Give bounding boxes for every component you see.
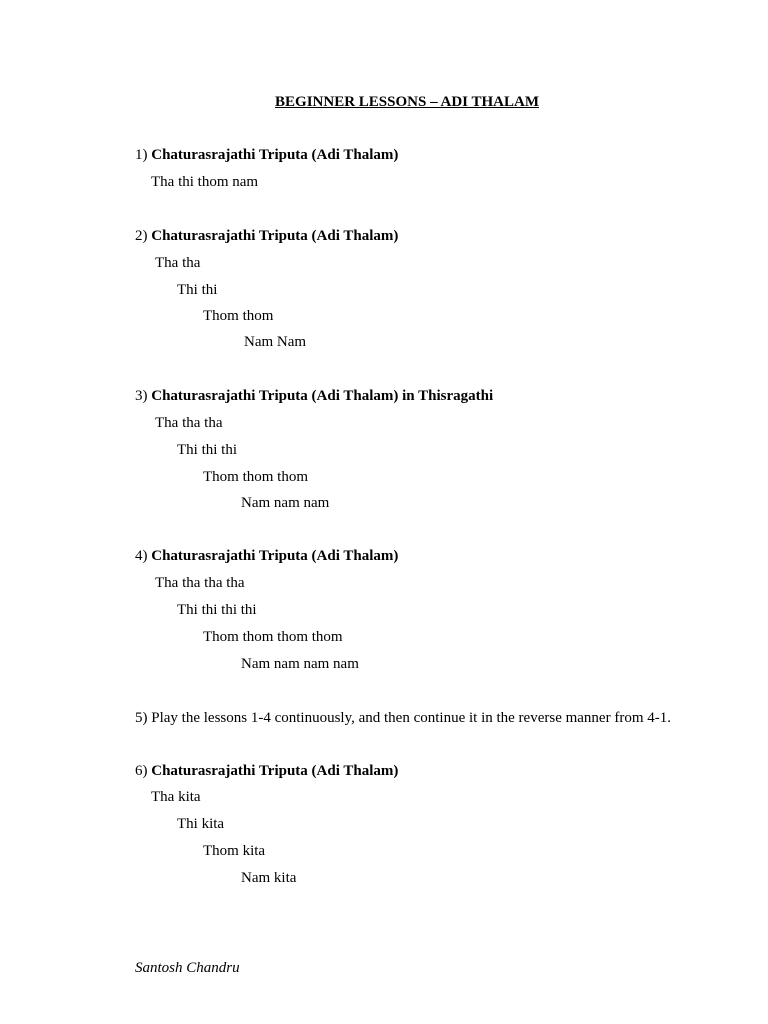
lesson-4-line-2: Thi thi thi thi [177, 602, 257, 618]
lesson-title: Chaturasrajathi Triputa (Adi Thalam) [151, 147, 399, 163]
lesson-number: 1) [135, 147, 148, 163]
lesson-6-line-4: Nam kita [241, 870, 297, 886]
lesson-4-line-3: Thom thom thom thom [203, 629, 343, 645]
lesson-2-line-3: Thom thom [203, 308, 274, 324]
author-name: Santosh Chandru [135, 960, 240, 976]
lesson-2-heading [135, 227, 398, 245]
lesson-number: 3) [135, 388, 148, 404]
lesson-2-line-1: Tha tha [155, 255, 201, 271]
lesson-3-line-1: Tha tha tha [155, 415, 223, 431]
lesson-title: Chaturasrajathi Triputa (Adi Thalam) [151, 548, 399, 564]
lesson-3-line-2: Thi thi thi [177, 442, 237, 458]
lesson-number: 2) [135, 228, 148, 244]
lesson-3-line-4: Nam nam nam [241, 495, 330, 511]
lesson-title: Chaturasrajathi Triputa (Adi Thalam) [151, 228, 399, 244]
lesson-6-line-2: Thi kita [177, 816, 225, 832]
lesson-5-instruction [135, 709, 671, 727]
lesson-text: Play the lessons 1-4 continuously, and then continue it in the reverse manner from 4-1. [151, 710, 671, 726]
lesson-6-heading [135, 762, 398, 780]
lesson-6-line-3: Thom kita [203, 843, 266, 859]
lesson-2-line-4: Nam Nam [244, 334, 307, 350]
lesson-4-line-1: Tha tha tha tha [155, 575, 245, 591]
lesson-4-line-4: Nam nam nam nam [241, 656, 359, 672]
lesson-3-line-3: Thom thom thom [203, 469, 308, 485]
lesson-title: Chaturasrajathi Triputa (Adi Thalam) [151, 763, 399, 779]
lesson-4-heading [135, 547, 398, 565]
lesson-1-heading [135, 146, 398, 164]
lesson-1-line-1: Tha thi thom nam [151, 174, 259, 190]
lesson-number: 4) [135, 548, 148, 564]
lesson-6-line-1: Tha kita [151, 789, 201, 805]
lesson-3-heading [135, 387, 493, 405]
lesson-number: 5) [135, 710, 148, 726]
lesson-2-line-2: Thi thi [177, 282, 218, 298]
page-title: BEGINNER LESSONS – ADI THALAM [275, 94, 539, 110]
lesson-title: Chaturasrajathi Triputa (Adi Thalam) in Thisragathi [151, 388, 494, 404]
lesson-number: 6) [135, 763, 148, 779]
